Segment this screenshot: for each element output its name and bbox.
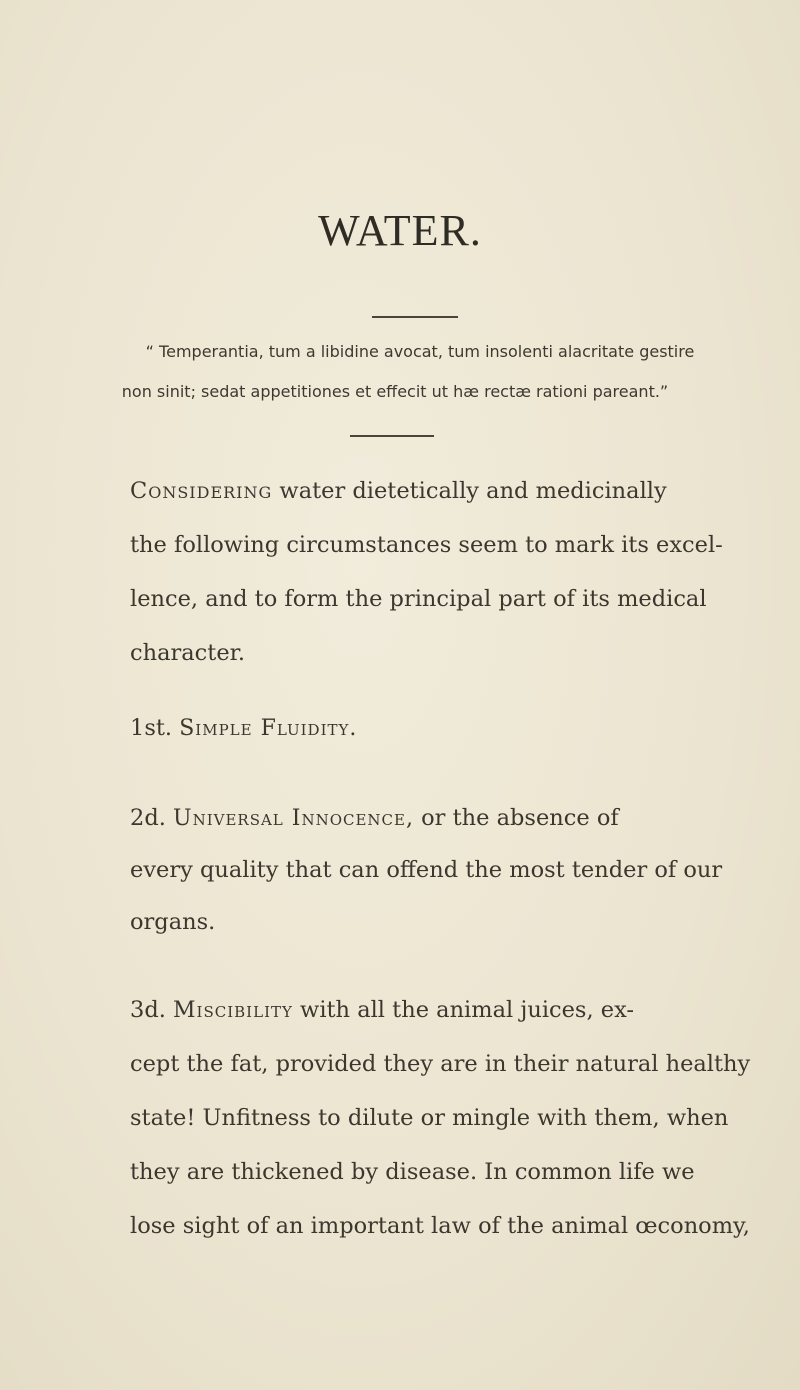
page-title: WATER.	[318, 206, 482, 255]
item-3-line-1	[130, 997, 730, 1023]
intro-line-2: the following circumstances seem to mark its excel-	[130, 532, 723, 558]
intro-line-1	[130, 478, 730, 504]
item-1-number: 1st.	[130, 715, 180, 741]
item-3-line-3: state! Unfitness to dilute or mingle with them, when	[130, 1105, 729, 1131]
intro-line-4: character.	[130, 640, 246, 666]
intro-line-3: lence, and to form the principal part of its medical	[130, 586, 707, 612]
item-2-line-1-text: or the absence of	[413, 805, 619, 831]
intro-line-1-text: water dietetically and medicinally	[272, 478, 667, 504]
item-2-line-2: every quality that can offend the most tender of our	[130, 857, 723, 883]
item-3-line-4: they are thickened by disease. In common life we	[130, 1159, 695, 1185]
item-2-line-1	[130, 805, 730, 831]
intro-lead-word: Considering	[130, 478, 273, 504]
item-3-line-2: cept the fat, provided they are in their natural healthy	[130, 1051, 751, 1077]
item-3-line-1-text: with all the animal juices, ex-	[292, 997, 634, 1023]
epigraph-line-2: non sinit; sedat appetitiones et effecit ut hæ rectæ rationi pareant.”	[121, 382, 669, 401]
item-3-heading: Miscibility	[173, 998, 293, 1023]
item-2-heading: Universal Innocence,	[173, 806, 414, 831]
item-1-heading: Simple Fluidity.	[179, 716, 358, 741]
ornamental-rule-top	[372, 316, 458, 318]
item-2-line-3: organs.	[130, 909, 216, 935]
item-3-number: 3d.	[130, 997, 174, 1023]
ornamental-rule-bottom	[350, 435, 434, 437]
item-3-line-5: lose sight of an important law of the animal œconomy,	[130, 1213, 750, 1239]
item-1	[130, 715, 730, 741]
item-2-number: 2d.	[130, 805, 174, 831]
epigraph-line-1: “ Temperantia, tum a libidine avocat, tum insolenti alacritate gestire	[145, 342, 695, 361]
